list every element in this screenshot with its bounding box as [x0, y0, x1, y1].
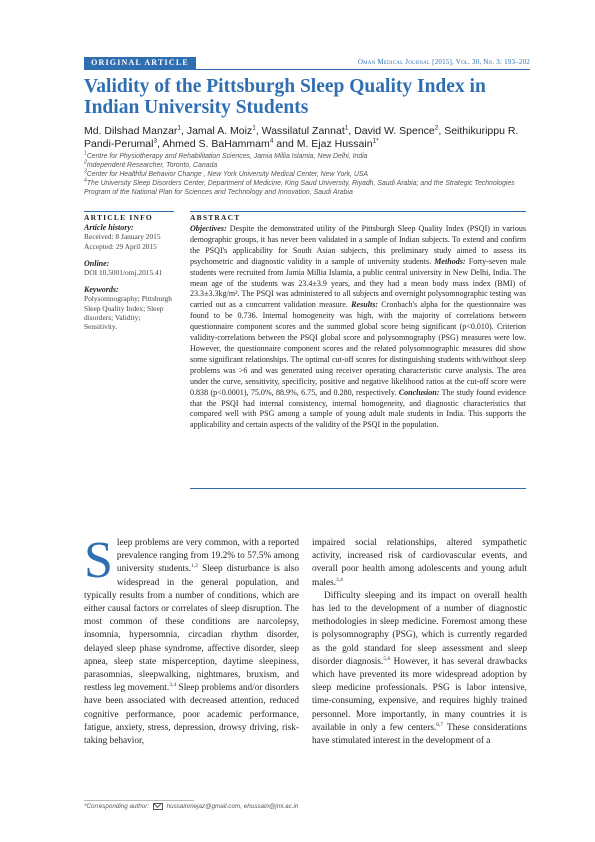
conclusion-label: Conclusion: — [398, 387, 440, 397]
affiliation: $^1$Centre for Physiotherapy and Rehabilitation Sciences, Jamia Millia Islamia, New Delhi, India — [84, 150, 368, 160]
envelope-icon — [153, 803, 163, 810]
author-sup: 2 — [434, 124, 439, 132]
author: Ahmed S. BaHammam — [162, 138, 270, 150]
author: M. Ejaz Hussain — [296, 138, 373, 150]
paragraph: impaired social relationships, altered sympathetic activity, increased risk of cardiovascular events, and overall poor health among adolescents and young adult males.$^{3,4}$ — [312, 538, 527, 588]
header-rule — [84, 69, 530, 70]
footnote-emails[interactable]: hussainmejaz@gmail.com, ehussain@jmi.ac.in — [166, 803, 299, 811]
paragraph: Difficulty sleeping and its impact on overall health has led to the development of a number of diagnostic methodologies in sleep medicine. Foremost among these is polysomnography (PSG), which is currently regarded as the gold standard for sleep assessment and sleep disorder diagnosis.$^{5,6}$ However, it has several drawbacks which have prevented its more widespread adoption by sleep medicine professionals. PSG is labor intensive, time-consuming, expensive, and requires highly trained personnel. More importantly, in many countries it is available in only a few centers.$^{6,7}$ These considerations have stimulated interest in the development of a — [312, 590, 527, 747]
author: Jamal A. Moiz — [186, 125, 253, 137]
results-text: Cronbach's alpha for the questionnaire was found to be 0.736. Internal homogeneity was high, with the majority of correlations between questionnaire component scores and the summed global score being significant (p<0.010). Criterion validity-correlations between the PSQI global score and polysomnography (PSG) measures were low. However, the questionnaire component scores and the related polysomnographic measures did show some significant relationships. The optimal cut-off scores for distinguishing students with/without sleep problems was >6 and was generated using receiver operating characteristic curve analysis. The area under the curve, sensitivity, specificity, positive and negative likelihood ratios at the cut-off score were 0.838 (p<0.0001), 75.0%, 88.9%, 6.75, and 0.280, respectively. — [190, 300, 526, 397]
abstract-body — [190, 224, 526, 431]
body-column-left — [84, 532, 299, 748]
body-column-right — [312, 537, 527, 748]
article-info — [84, 213, 174, 331]
author-sup: 3 — [153, 137, 158, 145]
author-list: Md. Dilshad Manzar$^1$, Jamal A. Moiz$^1$, Wassilatul Zannat$^1$, David W. Spence$^2$, Seithikurippu R. Pandi-Perumal$^3$, Ahmed S. BaHammam$^4$ and M. Ejaz Hussain$^{1*}$ — [84, 124, 519, 150]
objectives-text: Despite the demonstrated utility of the Pittsburgh Sleep Quality Index (PSQI) in various demographic groups, it has never been validated in a sample of Indian subjects. To extend and confirm the PSQI's applicability for South Asian subjects, this preliminary study aimed to assess its psychometric and diagnostic validity in a sample of university students. — [190, 224, 526, 266]
objectives-label: Objectives: — [190, 224, 227, 233]
results-label: Results: — [351, 300, 379, 310]
author: David W. Spence — [354, 125, 435, 137]
keywords-label: Keywords: — [84, 285, 119, 295]
affiliation: $^2$Independent Researcher, Toronto, Canada — [84, 159, 218, 170]
journal-reference: Oman Medical Journal [2015], Vol. 30, No. 3: 193–202 — [357, 58, 530, 66]
methods-text: Forty-seven male students were recruited from Jamia Millia Islamia, a public central university in New Delhi, India. The mean age of the students was 23.4±3.9 years, and they had a mean body mass index (BMI) of 23.3±3.3kg/m². The PSQI was administered to all subjects and overnight polysomnographic testing was carried out as a concurrent validation measure. — [190, 256, 526, 310]
corresponding-author-footnote — [84, 803, 298, 810]
author: Seithikurippu R. Pandi-Perumal — [84, 125, 519, 150]
keywords: Polysomnography; Pittsburgh Sleep Quality Index; Sleep disorders; Validity; Sensitivity. — [84, 294, 172, 332]
online-label: Online: — [84, 258, 110, 268]
abstract — [190, 213, 526, 431]
abstract-heading: ABSTRACT — [190, 213, 241, 222]
footnote-label: *Corresponding author: — [84, 803, 150, 811]
author-sup: 1* — [372, 137, 379, 145]
drop-cap: S — [84, 532, 113, 589]
article-info-heading: ARTICLE INFO — [84, 213, 153, 222]
author: Md. Dilshad Manzar — [84, 125, 178, 137]
article-type-label: ORIGINAL ARTICLE — [84, 57, 196, 69]
author-sup: 1 — [344, 124, 349, 132]
abstract-rule — [190, 211, 526, 212]
info-rule — [84, 211, 174, 212]
methods-label: Methods: — [434, 256, 466, 266]
conclusion-text: The study found evidence that the PSQI had internal consistency, internal homogeneity, and diagnostic characteristics that compared well with PSG among a sample of young adult male students in India. This supports the applicability and certain aspects of the validity of the PSQI in the population. — [190, 387, 526, 430]
author-sup: 1 — [252, 124, 256, 132]
author-sup: 4 — [269, 137, 274, 145]
affiliation: $^4$The University Sleep Disorders Center, Department of Medicine, King Saud University, Riyadh, Saudi Arabia; and the Strategic Technologies Program of the National Plan for Sciences and Technology and Innovation, Saudi Arabia — [84, 177, 515, 197]
abstract-bottom-rule — [190, 488, 526, 489]
article-title: Validity of the Pittsburgh Sleep Quality Index in Indian University Students — [84, 76, 486, 118]
author: Wassilatul Zannat — [261, 125, 345, 137]
footnote-rule — [84, 800, 194, 801]
accepted-date: Accepted: 29 April 2015 — [84, 241, 157, 251]
author-sup: 1 — [177, 124, 181, 132]
doi[interactable]: DOI 10.5001/omj.2015.41 — [84, 268, 163, 278]
affiliation: $^3$Center for Healthful Behavior Change , New York University Medical Center, New York, USA — [84, 168, 369, 179]
history-label: Article history: — [84, 223, 134, 233]
received-date: Received: 8 January 2015 — [84, 232, 161, 242]
paragraph: Sleep problems are very common, with a reported prevalence ranging from 19.2% to 57.5% among university students.$^{1,2}$ Sleep disturbance is also widespread in the general population, and typically results from a number of conditions, which are either causal factors or correlates of sleep disruption. The most common of these conditions are narcolepsy, insomnia, hypersomnia, circadian rhythm disorder, delayed sleep phase syndrome, affective disorder, sleep apnea, sleep state misperception, daytime sleepiness, parasomnias, sleepwalking, nightmares, bruxism, and restless leg movement.$^{3,4}$ Sleep problems and/or disorders have been associated with decreased attention, reduced cognitive performance, poor academic performance, fatigue, anxiety, stress, depression, drowsy driving, risk-taking behavior, — [84, 532, 299, 747]
affiliations — [84, 152, 532, 197]
